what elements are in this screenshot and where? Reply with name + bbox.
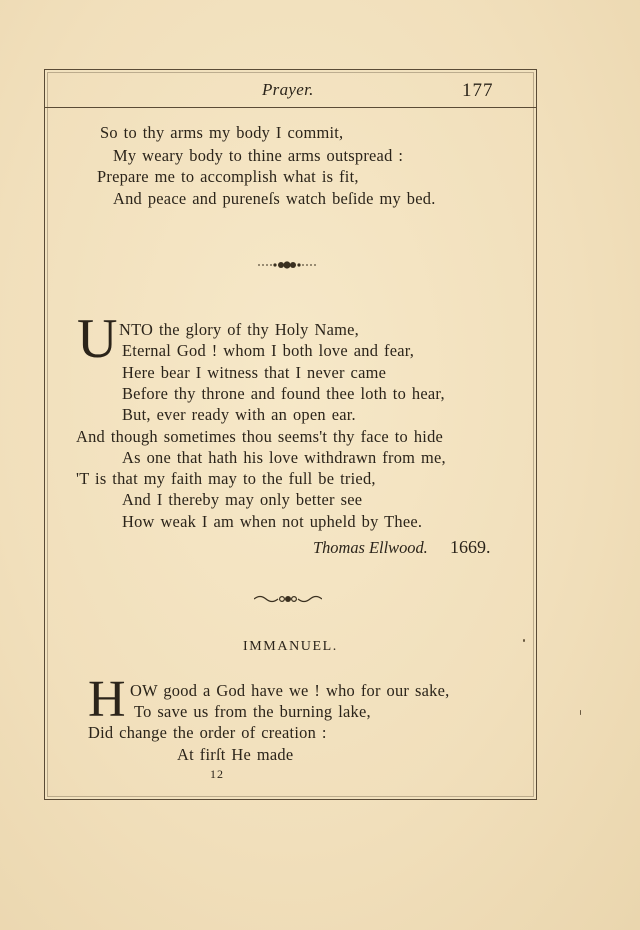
poem-2-line-10: How weak I am when not upheld by Thee. bbox=[122, 512, 423, 531]
stanza-1-line-1: So to thy arms my body I commit, bbox=[100, 123, 344, 142]
poem-2-line-4: Before thy throne and found thee loth to hear, bbox=[122, 384, 445, 403]
paper-speck bbox=[523, 639, 525, 642]
poem-year: 1669. bbox=[449, 537, 491, 557]
poem-2-line-1: NTO the glory of thy Holy Name, bbox=[119, 320, 359, 339]
poem-3-line-4: At firſt He made bbox=[177, 745, 294, 764]
poem-3-line-2: To save us from the burning lake, bbox=[134, 702, 371, 721]
poem-2-line-7: As one that hath his love withdrawn from me, bbox=[122, 448, 446, 467]
running-title: Prayer. bbox=[262, 80, 314, 99]
poem-2-line-6: And though sometimes thou seems't thy face to hide bbox=[76, 427, 444, 446]
author-name: Thomas Ellwood. bbox=[313, 538, 428, 557]
poem-3-line-1: OW good a God have we ! who for our sake, bbox=[130, 681, 450, 700]
header-rule bbox=[44, 107, 536, 108]
poem-2-line-5: But, ever ready with an open ear. bbox=[122, 405, 356, 424]
ornament-divider-2 bbox=[254, 593, 322, 609]
ornament-dots-icon bbox=[258, 259, 316, 271]
ornament-flourish-icon bbox=[254, 593, 322, 605]
ornament-divider-1 bbox=[258, 259, 316, 275]
poem-2-line-9: And I thereby may only better see bbox=[122, 490, 363, 509]
stanza-1-line-3: Prepare me to accomplish what is fit, bbox=[97, 167, 359, 186]
poem-2-attribution bbox=[313, 537, 490, 558]
poem-3-line-3: Did change the order of creation : bbox=[88, 723, 327, 742]
stanza-1-line-2: My weary body to thine arms outspread : bbox=[113, 146, 404, 165]
stanza-1-line-4: And peace and pureneſs watch beſide my bed. bbox=[113, 189, 436, 208]
poem-2-line-2: Eternal God ! whom I both love and fear, bbox=[122, 341, 415, 360]
drop-cap-h: H bbox=[88, 671, 126, 728]
poem-2-line-3: Here bear I witness that I never came bbox=[122, 363, 387, 382]
paper-speck bbox=[580, 710, 581, 715]
page-number: 177 bbox=[462, 80, 494, 101]
drop-cap-u: U bbox=[77, 308, 118, 370]
section-title-immanuel: IMMANUEL. bbox=[243, 639, 338, 654]
poem-2-line-8: 'T is that my faith may to the full be tried, bbox=[76, 469, 376, 488]
signature-mark: 12 bbox=[210, 767, 224, 781]
